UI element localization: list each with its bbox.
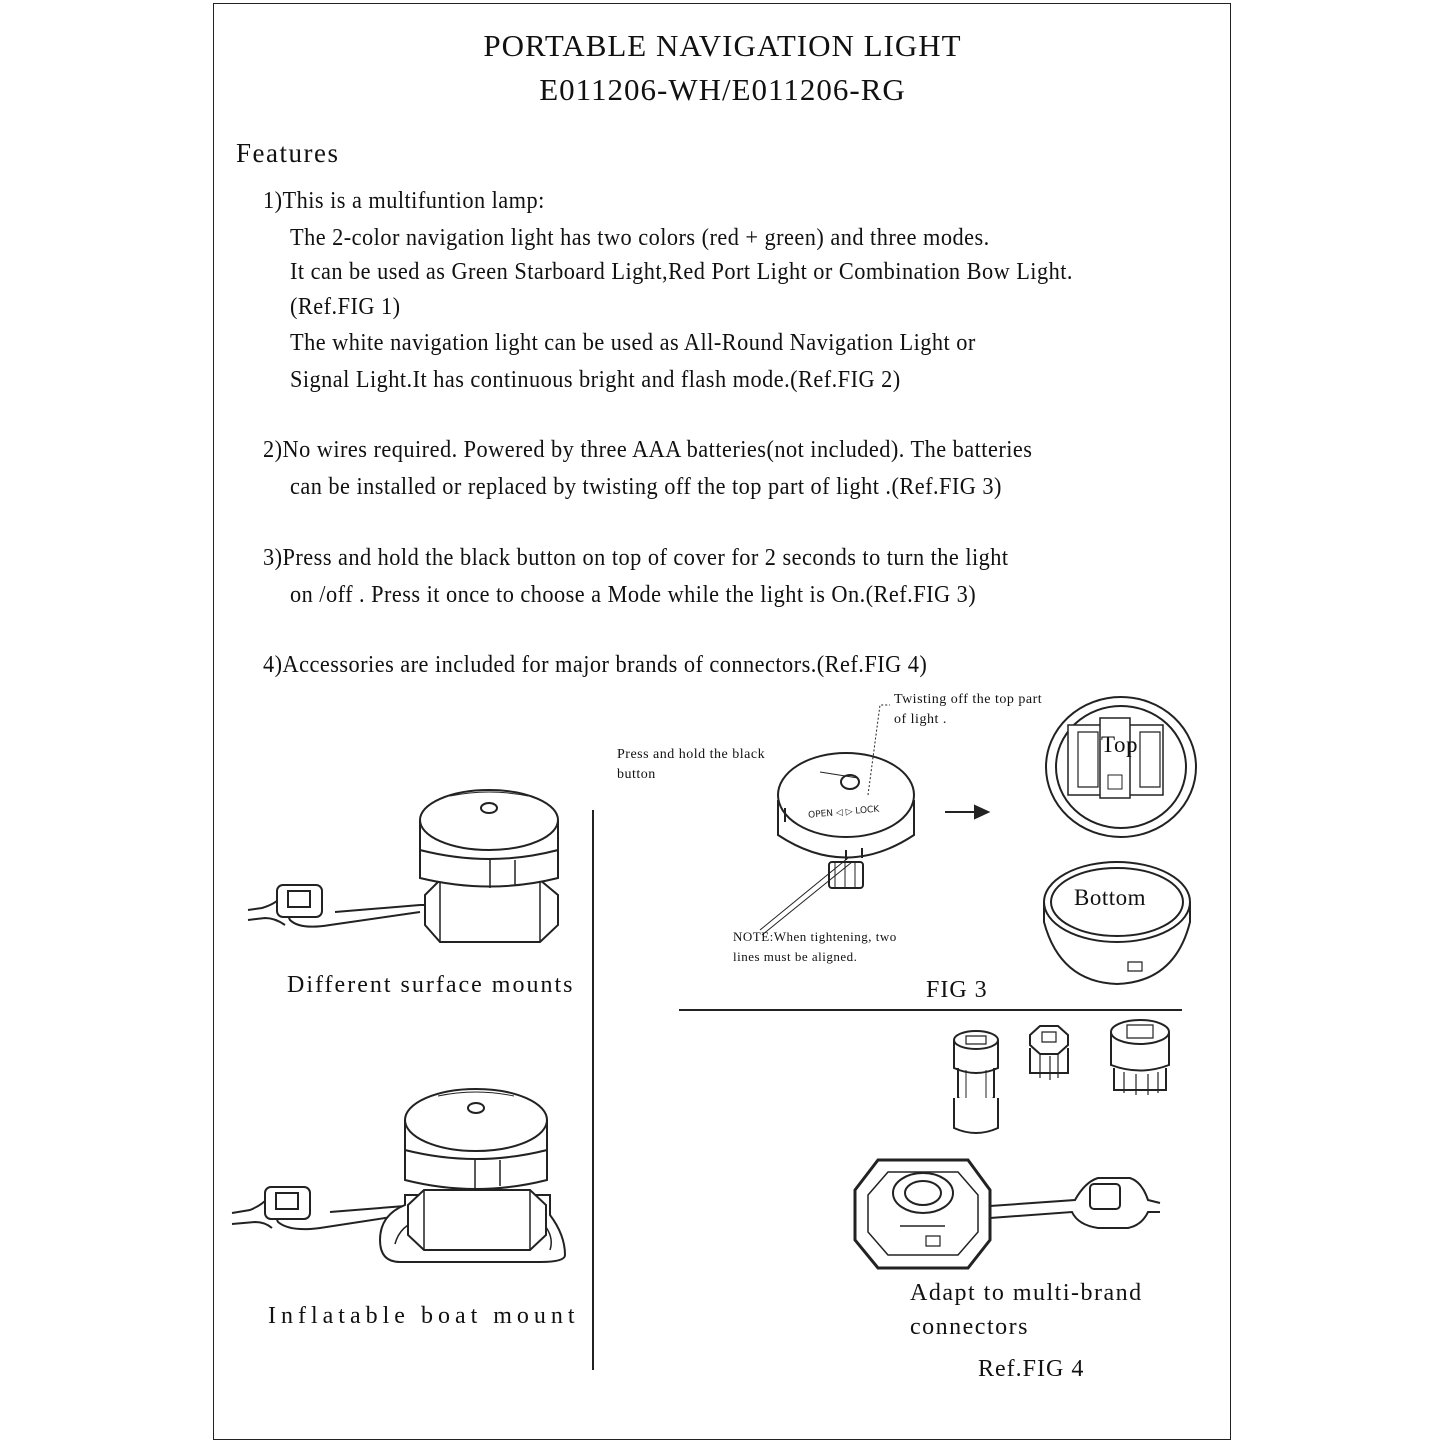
note-twisting-line-1: Twisting off the top part (894, 692, 1043, 707)
fig3-caption: FIG 3 (926, 977, 988, 1003)
features-heading: Features (236, 138, 340, 168)
label-bottom: Bottom (1074, 885, 1147, 910)
title-line-1: PORTABLE NAVIGATION LIGHT (483, 28, 962, 63)
title-line-2: E011206-WH/E011206-RG (539, 72, 906, 107)
fig4-caption-line-2: connectors (910, 1314, 1029, 1340)
note-twisting-line-2: of light . (894, 712, 947, 727)
fig4-caption-line-1: Adapt to multi-brand (910, 1280, 1143, 1306)
note-press-line-1: Press and hold the black (617, 747, 766, 762)
feature-2-line-1: can be installed or replaced by twisting off the top part of light .(Ref.FIG 3) (290, 474, 1002, 500)
feature-1-line-5: Signal Light.It has continuous bright and flash mode.(Ref.FIG 2) (290, 367, 901, 393)
label-top: Top (1101, 732, 1138, 757)
feature-1-line-4: The white navigation light can be used as All-Round Navigation Light or (290, 330, 976, 356)
caption-inflatable-boat-mount: Inflatable boat mount (268, 1303, 580, 1329)
feature-1-line-1: The 2-color navigation light has two colors (red + green) and three modes. (290, 225, 990, 251)
feature-4-lead: 4)Accessories are included for major brands of connectors.(Ref.FIG 4) (263, 652, 928, 678)
caption-surface-mounts: Different surface mounts (287, 972, 575, 998)
feature-1-lead: 1)This is a multifuntion lamp: (263, 188, 545, 214)
feature-3-line-1: on /off . Press it once to choose a Mode while the light is On.(Ref.FIG 3) (290, 582, 977, 608)
feature-1-line-3: (Ref.FIG 1) (290, 294, 401, 320)
feature-3-lead: 3)Press and hold the black button on top of cover for 2 seconds to turn the light (263, 545, 1009, 571)
svg-text:OPEN ◁ ▷ LOCK: OPEN ◁ ▷ LOCK (807, 804, 880, 821)
feature-2-lead: 2)No wires required. Powered by three AAA batteries(not included). The batteries (263, 437, 1033, 463)
fig4-caption: Ref.FIG 4 (978, 1356, 1085, 1382)
note-tighten-line-1: NOTE:When tightening, two (733, 929, 897, 944)
note-press-line-2: button (617, 767, 656, 782)
note-tighten-line-2: lines must be aligned. (733, 949, 858, 964)
feature-1-line-2: It can be used as Green Starboard Light,Red Port Light or Combination Bow Light. (290, 259, 1073, 285)
